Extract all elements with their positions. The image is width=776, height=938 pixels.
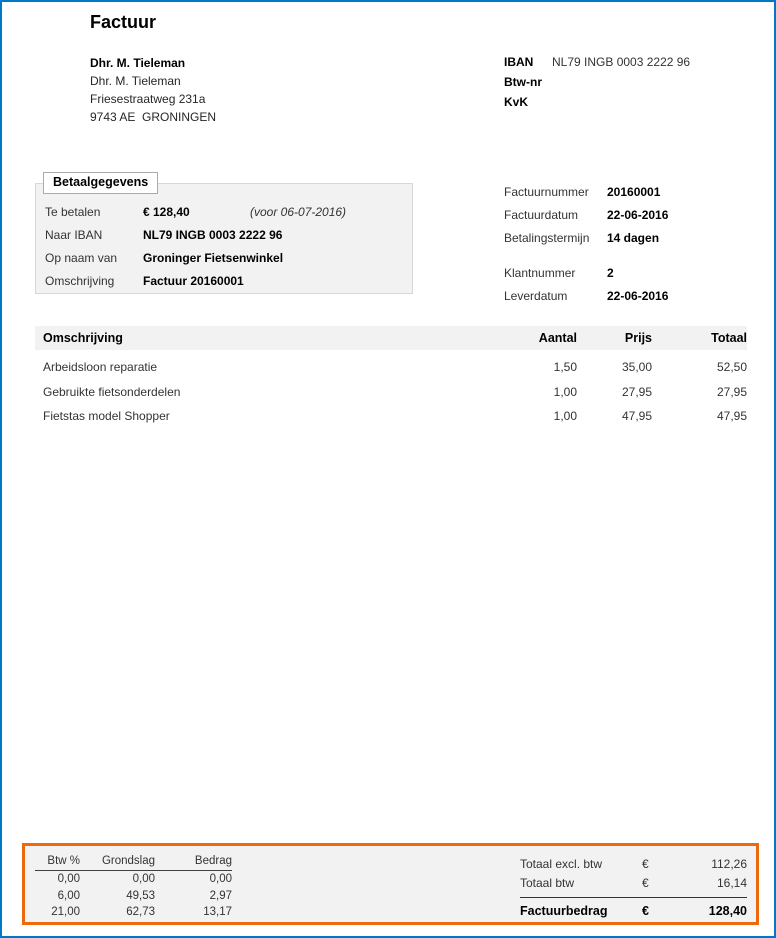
header-price: Prijs [624, 331, 652, 345]
invoice-meta-block [504, 180, 668, 307]
customer-street: Friesestraatweg 231a [90, 92, 206, 106]
payment-value: NL79 INGB 0003 2222 96 [143, 227, 283, 242]
totals-amount: 112,26 [711, 856, 747, 871]
item-total: 52,50 [716, 360, 747, 375]
totals-highlight-box [22, 843, 759, 925]
table-row [35, 904, 232, 921]
meta-value: 2 [607, 265, 614, 280]
payment-label: Naar IBAN [45, 227, 103, 242]
meta-value: 14 dagen [607, 230, 660, 245]
company-btw-row [504, 72, 690, 92]
totals-final-label: Factuurbedrag [520, 904, 608, 918]
totals-final-amount: 128,40 [708, 904, 747, 918]
payment-value: € 128,40 [143, 204, 190, 219]
totals-label: Totaal excl. btw [520, 856, 603, 871]
items-table-body [35, 355, 747, 429]
totals-label: Totaal btw [520, 875, 575, 890]
table-row [35, 871, 232, 888]
meta-label: Factuurnummer [504, 184, 589, 199]
vat-percent: 0,00 [57, 873, 80, 886]
item-total: 27,95 [716, 384, 747, 399]
payment-row-amount [45, 200, 412, 223]
meta-spacer [504, 249, 668, 261]
table-row [35, 404, 747, 429]
meta-row-invoice-number [504, 180, 668, 203]
company-iban-row [504, 52, 690, 72]
meta-value: 20160001 [607, 184, 661, 199]
btw-label: Btw-nr [504, 75, 542, 89]
meta-value: 22-06-2016 [607, 207, 669, 222]
vat-amount: 2,97 [209, 889, 232, 902]
payment-details-panel [35, 175, 413, 294]
totals-divider [520, 897, 747, 898]
item-description: Arbeidsloon reparatie [43, 360, 158, 375]
meta-label: Factuurdatum [504, 207, 579, 222]
page-title: Factuur [90, 12, 157, 32]
item-quantity: 1,00 [553, 384, 577, 399]
table-row [35, 355, 747, 380]
payment-label: Omschrijving [45, 273, 115, 288]
payment-value: Groninger Fietsenwinkel [143, 250, 284, 265]
meta-row-delivery-date [504, 284, 668, 307]
vat-breakdown-table [35, 852, 232, 921]
kvk-label: KvK [504, 95, 529, 109]
vat-amount: 13,17 [203, 906, 232, 919]
vat-header-amount: Bedrag [194, 854, 232, 867]
table-row [35, 888, 232, 905]
totals-row-vat [520, 873, 747, 892]
totals-row-final [520, 901, 747, 921]
vat-base: 0,00 [132, 873, 155, 886]
vat-table-header [35, 852, 232, 871]
payment-label: Te betalen [45, 204, 101, 219]
payment-row-name [45, 246, 412, 269]
company-info-block [504, 52, 690, 112]
payment-row-iban [45, 223, 412, 246]
totals-row-excl [520, 854, 747, 873]
header-total: Totaal [711, 331, 747, 345]
meta-label: Klantnummer [504, 265, 576, 280]
vat-percent: 6,00 [57, 889, 80, 902]
meta-row-payment-term [504, 226, 668, 249]
totals-amount: 16,14 [716, 875, 747, 890]
vat-percent: 21,00 [51, 906, 80, 919]
meta-value: 22-06-2016 [607, 288, 669, 303]
payment-panel-title: Betaalgegevens [43, 172, 158, 194]
meta-label: Betalingstermijn [504, 230, 590, 245]
payment-row-description [45, 269, 412, 292]
payment-label: Op naam van [45, 250, 118, 265]
customer-city: 9743 AE GRONINGEN [90, 110, 217, 124]
table-row [35, 380, 747, 405]
vat-amount: 0,00 [209, 873, 232, 886]
invoice-items-table [35, 326, 747, 429]
meta-row-customer-number [504, 261, 668, 284]
payment-rows [36, 184, 412, 292]
customer-name-bold: Dhr. M. Tieleman [90, 56, 186, 70]
invoice-totals [520, 854, 747, 921]
header-description: Omschrijving [43, 331, 123, 345]
payment-value: Factuur 20160001 [143, 273, 244, 288]
currency-symbol: € [642, 856, 649, 871]
company-kvk-row [504, 92, 690, 112]
item-price: 47,95 [621, 409, 652, 424]
item-quantity: 1,50 [553, 360, 577, 375]
customer-address-block [90, 54, 216, 126]
currency-symbol: € [642, 875, 649, 890]
item-price: 27,95 [621, 384, 652, 399]
iban-value: NL79 INGB 0003 2222 96 [552, 55, 691, 69]
payment-due-note: (voor 06-07-2016) [250, 204, 347, 219]
meta-row-invoice-date [504, 203, 668, 226]
iban-label: IBAN [504, 55, 534, 69]
item-description: Fietstas model Shopper [43, 409, 170, 424]
item-price: 35,00 [621, 360, 652, 375]
currency-symbol: € [642, 904, 649, 918]
items-table-header [35, 326, 747, 350]
vat-base: 62,73 [126, 906, 155, 919]
vat-header-base: Grondslag [101, 854, 155, 867]
item-total: 47,95 [716, 409, 747, 424]
item-quantity: 1,00 [553, 409, 577, 424]
header-quantity: Aantal [538, 331, 577, 345]
vat-base: 49,53 [126, 889, 155, 902]
item-description: Gebruikte fietsonderdelen [43, 384, 181, 399]
vat-header-percent: Btw % [47, 854, 80, 867]
customer-name: Dhr. M. Tieleman [90, 74, 181, 88]
meta-label: Leverdatum [504, 288, 568, 303]
